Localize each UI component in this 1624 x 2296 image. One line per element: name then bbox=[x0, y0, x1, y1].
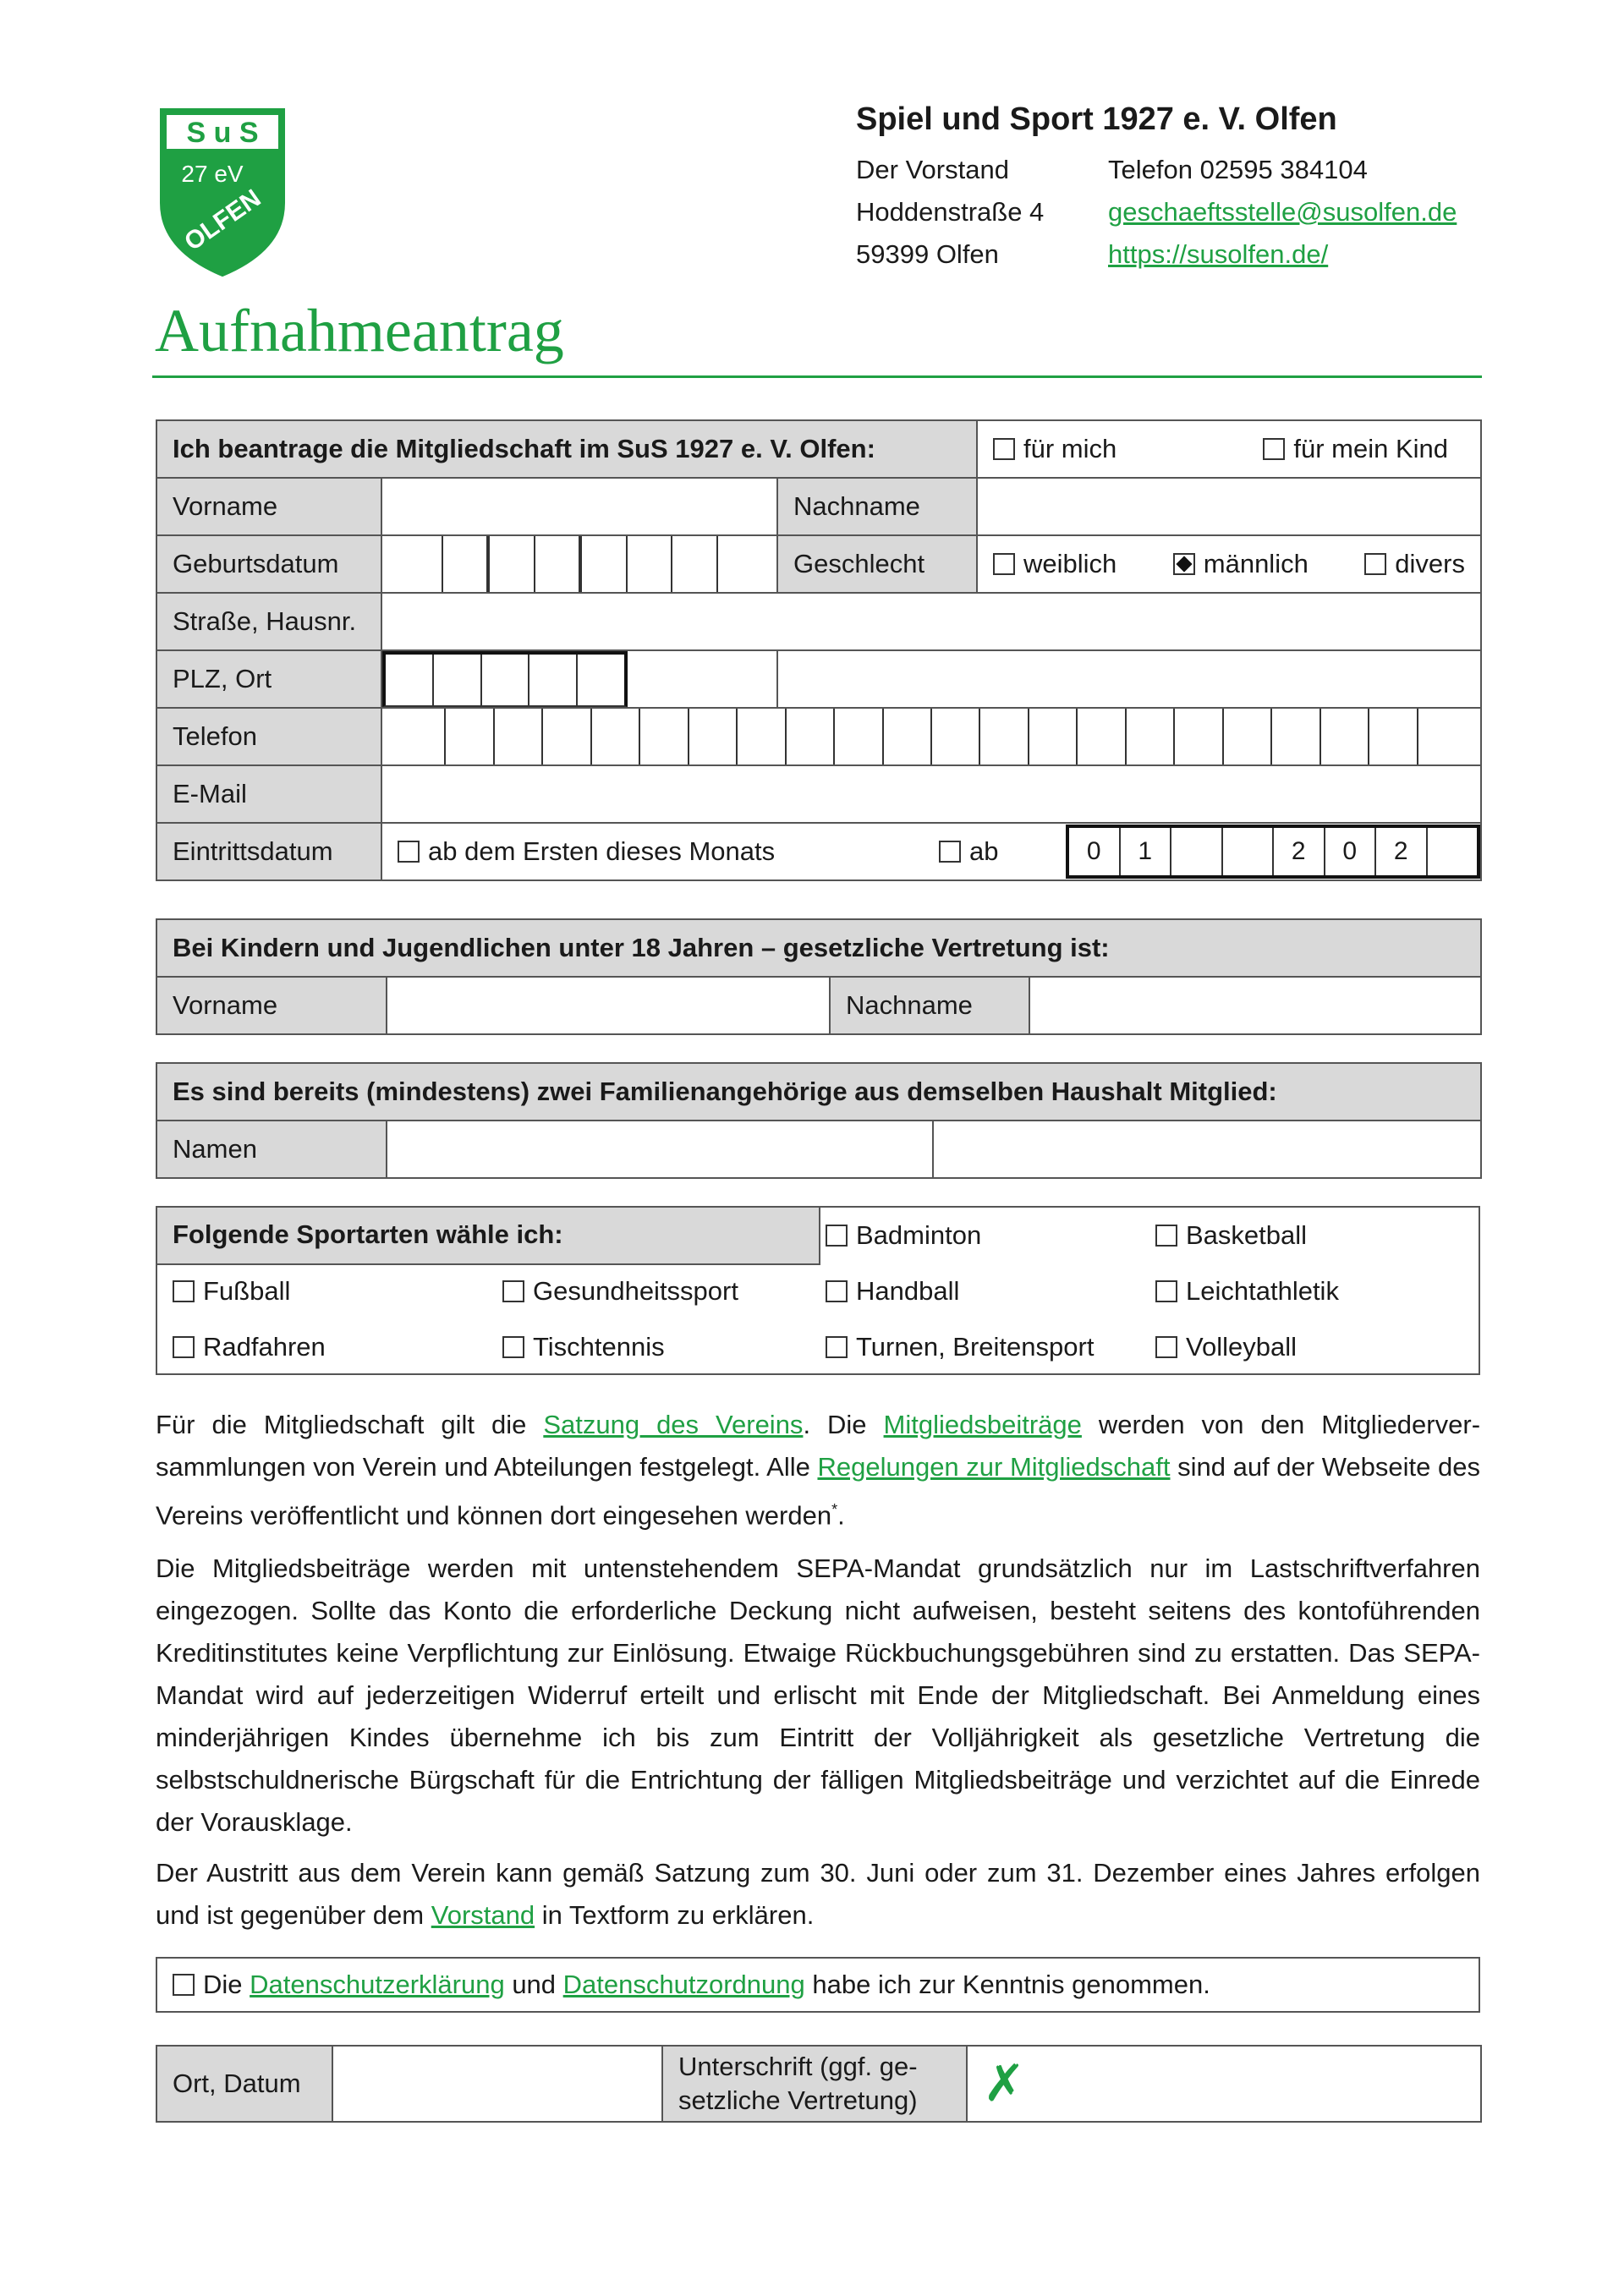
sport-label: Radfahren bbox=[203, 1332, 326, 1362]
gender-diverse-option[interactable] bbox=[1364, 549, 1465, 579]
checkbox-icon[interactable] bbox=[939, 841, 961, 863]
checkbox-icon[interactable] bbox=[173, 1336, 195, 1358]
membership-rules-link[interactable]: Regelungen zur Mitgliedschaft bbox=[817, 1452, 1171, 1482]
phone-digit[interactable] bbox=[398, 709, 446, 764]
phone-digit[interactable] bbox=[835, 709, 883, 764]
checkbox-icon[interactable] bbox=[398, 841, 420, 863]
checkbox-icon[interactable] bbox=[1364, 553, 1386, 575]
phone-digit[interactable] bbox=[1175, 709, 1223, 764]
membership-for-cell bbox=[977, 420, 1481, 478]
checkbox-icon[interactable] bbox=[502, 1280, 524, 1302]
street-field[interactable] bbox=[381, 593, 1481, 650]
birthdate-digit[interactable] bbox=[628, 536, 673, 592]
sport-option[interactable] bbox=[1155, 1208, 1307, 1263]
gender-male-option[interactable] bbox=[1173, 549, 1309, 579]
entry-from-option[interactable] bbox=[939, 836, 1066, 867]
checkbox-icon[interactable] bbox=[173, 1280, 195, 1302]
sport-option[interactable] bbox=[826, 1319, 1094, 1375]
checked-checkbox-icon[interactable] bbox=[1173, 553, 1195, 575]
text-segment: und bbox=[504, 1970, 563, 1999]
entry-first-label: ab dem Ersten dieses Monats bbox=[428, 836, 776, 866]
gender-female-label: weiblich bbox=[1023, 549, 1117, 578]
checkbox-icon[interactable] bbox=[826, 1225, 848, 1247]
guardian-heading: Bei Kindern und Jugendlichen unter 18 Jahren – gesetzliche Vertretung ist: bbox=[156, 919, 1481, 977]
sport-label: Leichtathletik bbox=[1186, 1276, 1339, 1306]
email-label: E-Mail bbox=[156, 765, 381, 823]
birthdate-digit[interactable] bbox=[672, 536, 718, 592]
sport-option[interactable] bbox=[173, 1319, 326, 1375]
membership-form bbox=[156, 419, 1482, 881]
text-segment: sind auf der Webseite des Vereins veröffentlicht und können dort eingesehen werden bbox=[156, 1452, 1480, 1531]
checkbox-icon[interactable] bbox=[993, 438, 1015, 460]
sport-label: Tischtennis bbox=[533, 1332, 665, 1362]
zip-digit[interactable] bbox=[482, 655, 530, 705]
logo-text-middle: 27 eV bbox=[181, 161, 244, 187]
phone-digit[interactable] bbox=[689, 709, 738, 764]
city-field[interactable] bbox=[777, 650, 1481, 708]
place-date-field[interactable] bbox=[332, 2046, 662, 2122]
sport-label: Badminton bbox=[856, 1220, 982, 1250]
entry-date-digit[interactable]: 0 bbox=[1325, 828, 1377, 875]
club-name: Spiel und Sport 1927 e. V. Olfen bbox=[856, 101, 1337, 137]
phone-label: Telefon bbox=[156, 708, 381, 765]
signature-label: Unterschrift (ggf. gesetzliche Vertretung) bbox=[662, 2046, 967, 2122]
phone-digit[interactable] bbox=[1029, 709, 1078, 764]
zip-field[interactable] bbox=[381, 650, 777, 708]
gender-label: Geschlecht bbox=[777, 535, 977, 593]
phone-digit[interactable] bbox=[446, 709, 494, 764]
birthdate-digit[interactable] bbox=[535, 536, 583, 592]
sport-option[interactable] bbox=[826, 1208, 981, 1263]
entry-date-digit[interactable]: 2 bbox=[1274, 828, 1325, 875]
phone-digit[interactable] bbox=[1224, 709, 1272, 764]
guardian-first-name-label: Vorname bbox=[156, 977, 387, 1034]
family-heading: Es sind bereits (mindestens) zwei Familienangehörige aus demselben Haushalt Mitglied: bbox=[156, 1063, 1481, 1121]
checkbox-icon[interactable] bbox=[993, 553, 1015, 575]
entry-date-field[interactable] bbox=[1066, 825, 1480, 879]
text-segment: in Textform zu erklären. bbox=[535, 1900, 815, 1930]
for-me-label: für mich bbox=[1023, 434, 1117, 463]
gender-diverse-label: divers bbox=[1395, 549, 1465, 578]
phone-digit[interactable] bbox=[1078, 709, 1126, 764]
website-link[interactable]: https://susolfen.de/ bbox=[1108, 239, 1329, 269]
board-label: Der Vorstand bbox=[856, 155, 1009, 184]
page-title: Aufnahmeantrag bbox=[155, 297, 564, 364]
guardian-last-name-field[interactable] bbox=[1029, 977, 1481, 1034]
guardian-first-name-field[interactable] bbox=[387, 977, 830, 1034]
gender-male-label: männlich bbox=[1203, 549, 1309, 578]
text-segment: Für die Mitgliedschaft gilt die bbox=[156, 1410, 544, 1439]
sport-label: Basketball bbox=[1186, 1220, 1308, 1250]
contact-block bbox=[1108, 149, 1457, 276]
sport-option[interactable] bbox=[1155, 1263, 1339, 1319]
phone-digit[interactable] bbox=[884, 709, 932, 764]
membership-terms-paragraph bbox=[156, 1404, 1480, 1537]
family-name-field-2[interactable] bbox=[933, 1121, 1481, 1178]
birthdate-digit[interactable] bbox=[718, 536, 762, 592]
fees-link[interactable]: Mitgliedsbeiträge bbox=[883, 1410, 1082, 1439]
sports-section bbox=[156, 1206, 1480, 1375]
for-me-option[interactable] bbox=[993, 434, 1116, 464]
place-date-label: Ort, Datum bbox=[156, 2046, 332, 2122]
entry-date-digit[interactable]: 1 bbox=[1121, 828, 1172, 875]
checkbox-icon[interactable] bbox=[1155, 1280, 1177, 1302]
phone-digit[interactable] bbox=[980, 709, 1029, 764]
phone-digit[interactable] bbox=[495, 709, 543, 764]
checkbox-icon[interactable] bbox=[826, 1280, 848, 1302]
sport-label: Volleyball bbox=[1186, 1332, 1297, 1362]
logo-text-bottom: OLFEN bbox=[179, 184, 266, 257]
last-name-field[interactable] bbox=[977, 478, 1481, 535]
text-segment: . Die bbox=[803, 1410, 884, 1439]
checkbox-icon[interactable] bbox=[1155, 1336, 1177, 1358]
signature-field[interactable] bbox=[967, 2046, 1481, 2122]
entry-date-digit[interactable]: 2 bbox=[1376, 828, 1428, 875]
entry-date-digit[interactable]: 0 bbox=[1069, 828, 1121, 875]
footnote-marker: * bbox=[831, 1501, 838, 1518]
street-label: Straße, Hausnr. bbox=[156, 593, 381, 650]
phone-number: Telefon 02595 384104 bbox=[1108, 155, 1368, 184]
exit-paragraph bbox=[156, 1852, 1480, 1937]
city-address: 59399 Olfen bbox=[856, 239, 999, 269]
zip-digit[interactable] bbox=[386, 655, 434, 705]
statute-link[interactable]: Satzung des Vereins bbox=[543, 1410, 804, 1439]
sport-label: Fußball bbox=[203, 1276, 291, 1306]
checkbox-icon[interactable] bbox=[502, 1336, 524, 1358]
phone-digit[interactable] bbox=[1127, 709, 1175, 764]
signature-form bbox=[156, 2045, 1482, 2123]
checkbox-icon[interactable] bbox=[826, 1336, 848, 1358]
guardian-form bbox=[156, 918, 1482, 1035]
board-link[interactable]: Vorstand bbox=[431, 1900, 535, 1930]
privacy-consent bbox=[156, 1957, 1480, 2013]
birthdate-digit[interactable] bbox=[398, 536, 443, 592]
family-name-field-1[interactable] bbox=[387, 1121, 933, 1178]
for-child-option[interactable] bbox=[1263, 434, 1448, 464]
email-link[interactable]: geschaeftsstelle@susolfen.de bbox=[1108, 197, 1457, 227]
email-field[interactable] bbox=[381, 765, 1481, 823]
club-logo bbox=[155, 101, 290, 279]
zip-digit[interactable] bbox=[578, 655, 624, 705]
checkbox-icon[interactable] bbox=[1155, 1225, 1177, 1247]
birthdate-label: Geburtsdatum bbox=[156, 535, 381, 593]
birthdate-digit[interactable] bbox=[490, 536, 535, 592]
entry-date-label: Eintrittsdatum bbox=[156, 823, 381, 880]
phone-digit[interactable] bbox=[1321, 709, 1369, 764]
signature-mark-icon: ✗ bbox=[983, 2055, 1026, 2112]
phone-digit[interactable] bbox=[640, 709, 689, 764]
checkbox-icon[interactable] bbox=[1263, 438, 1285, 460]
sport-label: Gesundheitssport bbox=[533, 1276, 738, 1306]
phone-digit[interactable] bbox=[1272, 709, 1320, 764]
privacy-checkbox-icon[interactable] bbox=[173, 1974, 195, 1996]
entry-date-digit[interactable] bbox=[1223, 828, 1275, 875]
phone-digit[interactable] bbox=[738, 709, 786, 764]
entry-date-cell bbox=[381, 823, 1481, 880]
phone-digit[interactable] bbox=[1418, 709, 1465, 764]
logo-text-top: S u S bbox=[186, 117, 259, 149]
birthdate-field[interactable] bbox=[381, 535, 777, 593]
last-name-label: Nachname bbox=[777, 478, 977, 535]
sport-option[interactable] bbox=[826, 1263, 959, 1319]
zip-city-label: PLZ, Ort bbox=[156, 650, 381, 708]
text-segment: . bbox=[837, 1500, 845, 1531]
sport-option[interactable] bbox=[1155, 1319, 1297, 1375]
phone-digit[interactable] bbox=[932, 709, 980, 764]
birthdate-digit[interactable] bbox=[582, 536, 628, 592]
entry-date-digit[interactable] bbox=[1428, 828, 1478, 875]
sepa-paragraph: Die Mitgliedsbeiträge werden mit untenstehendem SEPA-Mandat grundsätzlich nur im Lastschriftverfahren eingezogen. Sollte das Konto die erforderliche Deckung nicht aufweisen, besteht seitens des kontoführenden Kreditinstitutes keine Verpflichtung zur Einlösung. Etwaige Rückbuchungsgebühren sind zu erstatten. Das SEPA-Mandat wird auf jederzeitigen Widerruf erteilt und erlischt mit Ende der Mitgliedschaft. Bei Anmeldung eines minderjährigen Kindes übernehme ich bis zum Eintritt der Volljährigkeit als gesetzliche Vertretung die selbstschuldnerische Bürgschaft für die Entrichtung der fälligen Mitgliedsbeiträge und verzichtet auf die Einrede der Vorausklage. bbox=[156, 1553, 1480, 1837]
sport-option[interactable] bbox=[502, 1319, 665, 1375]
gender-options bbox=[977, 535, 1481, 593]
phone-field[interactable] bbox=[381, 708, 1481, 765]
text-segment: Der Austritt aus dem Verein kann gemäß Satzung zum 30. Juni oder zum 31. Dezember eines Jahres erfolgen und ist gegenüber dem bbox=[156, 1858, 1480, 1930]
phone-digit[interactable] bbox=[543, 709, 591, 764]
for-child-label: für mein Kind bbox=[1293, 434, 1449, 463]
address-block bbox=[856, 149, 1044, 276]
birthdate-digit[interactable] bbox=[443, 536, 491, 592]
text-segment: werden von den Mitgliederversammlungen von Verein und Abteilungen festgelegt. Alle bbox=[156, 1410, 1481, 1482]
membership-heading: Ich beantrage die Mitgliedschaft im SuS 1927 e. V. Olfen: bbox=[156, 420, 977, 478]
privacy-policy-link[interactable]: Datenschutzerklärung bbox=[250, 1970, 505, 1999]
zip-digit[interactable] bbox=[529, 655, 578, 705]
entry-from-label: ab bbox=[969, 836, 999, 866]
entry-date-digit[interactable] bbox=[1171, 828, 1223, 875]
family-form bbox=[156, 1062, 1482, 1179]
phone-digit[interactable] bbox=[592, 709, 640, 764]
title-divider bbox=[152, 375, 1482, 378]
zip-digit[interactable] bbox=[434, 655, 482, 705]
sport-label: Turnen, Breitensport bbox=[856, 1332, 1095, 1362]
sports-heading: Folgende Sportarten wähle ich: bbox=[157, 1208, 820, 1265]
phone-digit[interactable] bbox=[1369, 709, 1418, 764]
sport-option[interactable] bbox=[502, 1263, 738, 1319]
text-segment: Die bbox=[203, 1970, 250, 1999]
sport-label: Handball bbox=[856, 1276, 960, 1306]
entry-first-option[interactable] bbox=[382, 836, 939, 867]
family-names-label: Namen bbox=[156, 1121, 387, 1178]
street-address: Hoddenstraße 4 bbox=[856, 197, 1045, 227]
text-segment: habe ich zur Kenntnis genommen. bbox=[804, 1970, 1210, 1999]
sport-option[interactable] bbox=[173, 1263, 290, 1319]
gender-female-option[interactable] bbox=[993, 549, 1116, 579]
phone-digit[interactable] bbox=[787, 709, 835, 764]
first-name-field[interactable] bbox=[381, 478, 777, 535]
privacy-regulation-link[interactable]: Datenschutzordnung bbox=[562, 1970, 805, 1999]
first-name-label: Vorname bbox=[156, 478, 381, 535]
guardian-last-name-label: Nachname bbox=[830, 977, 1029, 1034]
